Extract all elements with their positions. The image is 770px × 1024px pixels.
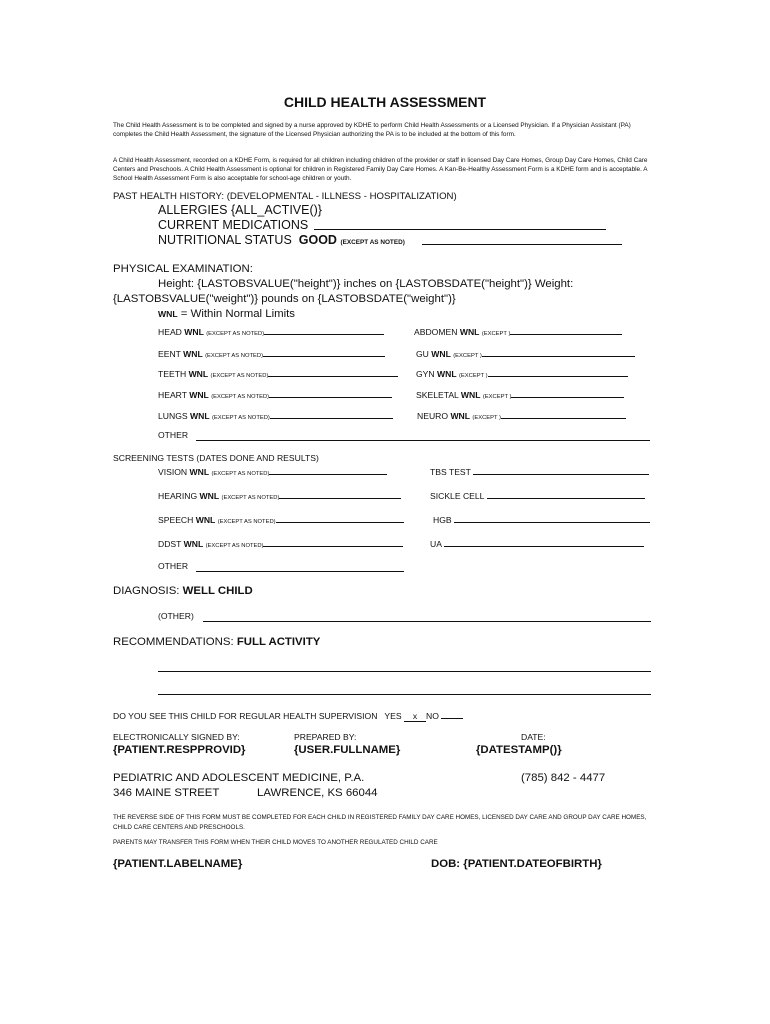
wnl-label: WNL	[459, 327, 480, 337]
signed-label: ELECTRONICALLY SIGNED BY:	[113, 732, 240, 742]
wnl-label: WNL	[195, 515, 216, 525]
intro-paragraph-2: A Child Health Assessment, recorded on a KDHE Form, is required for all children including children of the provider or staff in licensed Day Care Homes, Group Day Care Homes, Child Care Centers and Preschools. A Child Health Assessment is optional for children in Registered Family Day Care Homes. A Kan-Be-Healthy Assessment Form is a KDHE form and is acceptable. A School Health Assessment Form is also acceptable for school-age children or youth.	[113, 157, 648, 183]
screening-row-hgb	[433, 513, 650, 525]
footer-note-1: THE REVERSE SIDE OF THIS FORM MUST BE COMPLETED FOR EACH CHILD IN REGISTERED FAMILY DAY CARE HOMES, LICENSED DAY CARE AND GROUP DAY CARE HOMES, CHILD CARE CENTERS AND PRESCHOOLS.	[113, 814, 647, 831]
signed-value: {PATIENT.RESPPROVID}	[113, 744, 246, 756]
medications-label: CURRENT MEDICATIONS	[158, 218, 309, 232]
except-note: (EXCEPT AS NOTED)	[211, 394, 270, 400]
weight-line: {LASTOBSVALUE("weight")} pounds on {LASTOBSDATE("weight")}	[113, 293, 456, 305]
practice-city: LAWRENCE, KS 66044	[257, 787, 378, 799]
wnl-label: WNL	[183, 539, 204, 549]
exam-item-label: ABDOMEN	[414, 327, 458, 337]
nutrition-value: GOOD	[298, 233, 337, 247]
except-note: (EXCEPT AS NOTED)	[221, 495, 280, 501]
patient-label-name: {PATIENT.LABELNAME}	[113, 858, 243, 870]
wnl-legend	[158, 308, 295, 320]
exam-other-field[interactable]	[196, 440, 650, 441]
date-value: {DATESTAMP()}	[476, 744, 562, 756]
supervision-row	[113, 709, 463, 722]
prepared-label: PREPARED BY:	[294, 732, 357, 742]
diagnosis-other-label: (OTHER)	[158, 611, 194, 621]
screening-row-sickle-cell	[430, 489, 645, 501]
except-note: (EXCEPT )	[481, 331, 511, 337]
prepared-value: {USER.FULLNAME}	[294, 744, 401, 756]
exam-field[interactable]	[269, 388, 392, 398]
practice-street: 346 MAINE STREET	[113, 787, 220, 799]
supervision-no-label: NO	[426, 711, 439, 721]
allergies-line: ALLERGIES {ALL_ACTIVE()}	[158, 203, 322, 217]
supervision-question: DO YOU SEE THIS CHILD FOR REGULAR HEALTH SUPERVISION	[113, 711, 378, 721]
exam-item-label: HEAD	[158, 327, 182, 337]
screening-field[interactable]	[454, 513, 650, 523]
screening-field[interactable]	[263, 537, 403, 547]
exam-field[interactable]	[510, 325, 622, 335]
exam-row-gyn	[416, 367, 628, 379]
exam-header: PHYSICAL EXAMINATION:	[113, 263, 253, 275]
supervision-no-field[interactable]	[441, 709, 463, 719]
recommendations-value: FULL ACTIVITY	[236, 636, 321, 648]
exam-field[interactable]	[270, 409, 393, 419]
wnl-label: WNL	[437, 369, 457, 379]
screening-field[interactable]	[487, 489, 645, 499]
recommendations-label: RECOMMENDATIONS:	[113, 636, 234, 648]
screening-field[interactable]	[444, 537, 644, 547]
medications-field[interactable]	[314, 229, 606, 230]
exam-field[interactable]	[263, 347, 385, 357]
wnl-abbr: WNL	[158, 309, 178, 319]
exam-item-label: GU	[416, 349, 429, 359]
exam-field[interactable]	[511, 388, 624, 398]
supervision-yes-mark: x	[412, 711, 418, 721]
screening-item-label: SPEECH	[158, 515, 194, 525]
exam-item-label: HEART	[158, 390, 187, 400]
except-note: (EXCEPT )	[482, 394, 512, 400]
exam-field[interactable]	[264, 325, 384, 335]
exam-row-eent	[158, 347, 385, 359]
wnl-label: WNL	[183, 349, 203, 359]
exam-item-label: LUNGS	[158, 411, 188, 421]
screening-field[interactable]	[276, 513, 404, 523]
except-note: (EXCEPT )	[453, 353, 482, 359]
except-note: (EXCEPT AS NOTED)	[205, 543, 264, 549]
diagnosis-row	[113, 585, 253, 597]
screening-field[interactable]	[473, 465, 649, 475]
exam-field[interactable]	[268, 367, 398, 377]
supervision-yes-label: YES	[384, 711, 402, 721]
diagnosis-value: WELL CHILD	[182, 585, 253, 597]
exam-row-neuro	[417, 409, 626, 421]
exam-field[interactable]	[488, 367, 628, 377]
screening-item-label: HGB	[433, 515, 452, 525]
except-note: (EXCEPT )	[472, 415, 501, 421]
intro-paragraph-1: The Child Health Assessment is to be completed and signed by a nurse approved by KDHE to perform Child Health Assessments or a Licensed Physician. If a Physician Assistant (PA) completes the Child Health Assessment, the signature of the Licensed Physician authorizing the PA is to be included at the bottom of this form.	[113, 122, 631, 139]
form-title: CHILD HEALTH ASSESSMENT	[283, 94, 487, 110]
nutrition-label: NUTRITIONAL STATUS	[158, 233, 292, 247]
exam-item-label: GYN	[416, 369, 435, 379]
except-note: (EXCEPT )	[458, 373, 488, 379]
screening-field[interactable]	[269, 465, 387, 475]
exam-item-label: NEURO	[417, 411, 449, 421]
date-label: DATE:	[521, 732, 546, 742]
footer-note-2: PARENTS MAY TRANSFER THIS FORM WHEN THEIR CHILD MOVES TO ANOTHER REGULATED CHILD CARE	[113, 839, 438, 846]
screening-item-label: VISION	[158, 467, 188, 477]
screening-row-vision	[158, 465, 387, 477]
wnl-label: WNL	[431, 349, 451, 359]
recommendations-line-2[interactable]	[158, 694, 651, 695]
except-note: (EXCEPT AS NOTED)	[210, 373, 269, 379]
nutrition-row	[158, 233, 405, 247]
screening-item-label: UA	[430, 539, 442, 549]
exam-row-head	[158, 325, 384, 337]
screening-row-hearing	[158, 489, 401, 501]
screening-row-tbs-test	[430, 465, 649, 477]
screening-item-label: TBS TEST	[430, 467, 471, 477]
height-line: Height: {LASTOBSVALUE("height")} inches on {LASTOBSDATE("height")} Weight:	[158, 278, 574, 290]
screening-item-label: HEARING	[158, 491, 198, 501]
diagnosis-label: DIAGNOSIS:	[113, 585, 180, 597]
exam-row-skeletal	[416, 388, 624, 400]
exam-row-heart	[158, 388, 392, 400]
exam-row-teeth	[158, 367, 398, 379]
screening-row-ddst	[158, 537, 403, 549]
screening-row-ua	[430, 537, 644, 549]
screening-other-field[interactable]	[196, 571, 404, 572]
recommendations-row	[113, 636, 320, 648]
nutrition-note: (EXCEPT AS NOTED)	[340, 239, 405, 246]
exam-other-label: OTHER	[158, 430, 189, 440]
practice-phone: (785) 842 - 4477	[521, 772, 606, 784]
exam-row-lungs	[158, 409, 393, 421]
exam-field[interactable]	[482, 347, 635, 357]
nutrition-field[interactable]	[422, 244, 622, 245]
screening-header: SCREENING TESTS (DATES DONE AND RESULTS)	[113, 453, 319, 463]
exam-row-abdomen	[414, 325, 622, 337]
except-note: (EXCEPT AS NOTED)	[211, 471, 270, 477]
exam-item-label: EENT	[158, 349, 181, 359]
except-note: (EXCEPT AS NOTED)	[205, 353, 263, 359]
wnl-label: WNL	[184, 327, 204, 337]
screening-item-label: DDST	[158, 539, 182, 549]
exam-row-gu	[416, 347, 635, 359]
wnl-label: WNL	[190, 411, 210, 421]
practice-name: PEDIATRIC AND ADOLESCENT MEDICINE, P.A.	[113, 772, 365, 784]
screening-row-speech	[158, 513, 404, 525]
except-note: (EXCEPT AS NOTED)	[206, 331, 265, 337]
supervision-yes-field[interactable]	[404, 711, 426, 722]
wnl-label: WNL	[460, 390, 481, 400]
exam-field[interactable]	[501, 409, 626, 419]
exam-item-label: SKELETAL	[416, 390, 459, 400]
wnl-definition: = Within Normal Limits	[180, 308, 295, 320]
wnl-label: WNL	[450, 411, 471, 421]
except-note: (EXCEPT AS NOTED)	[217, 519, 276, 525]
screening-field[interactable]	[279, 489, 401, 499]
exam-item-label: TEETH	[158, 369, 187, 379]
wnl-label: WNL	[189, 390, 209, 400]
wnl-label: WNL	[189, 467, 210, 477]
wnl-label: WNL	[199, 491, 220, 501]
screening-other-label: OTHER	[158, 561, 189, 571]
history-header: PAST HEALTH HISTORY: (DEVELOPMENTAL - ILLNESS - HOSPITALIZATION)	[113, 191, 457, 202]
screening-item-label: SICKLE CELL	[430, 491, 485, 501]
wnl-label: WNL	[188, 369, 209, 379]
diagnosis-other-field[interactable]	[203, 621, 651, 622]
recommendations-line-1[interactable]	[158, 671, 651, 672]
patient-dob: DOB: {PATIENT.DATEOFBIRTH}	[431, 858, 602, 870]
except-note: (EXCEPT AS NOTED)	[211, 415, 270, 421]
